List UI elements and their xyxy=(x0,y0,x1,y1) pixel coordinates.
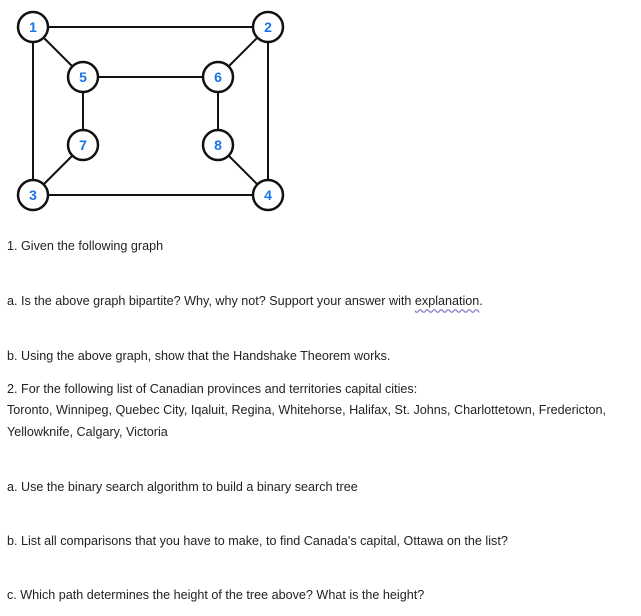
question-1a-end: . xyxy=(479,294,483,308)
node-6 xyxy=(203,62,233,92)
node-7 xyxy=(68,130,98,160)
question-2c: c. Which path determines the height of the tree above? What is the height? xyxy=(7,588,425,602)
question-1a-text: a. Is the above graph bipartite? Why, why not? Support your answer with xyxy=(7,294,415,308)
node-5 xyxy=(68,62,98,92)
question-2b: b. List all comparisons that you have to make, to find Canada's capital, Ottawa on the list? xyxy=(7,534,508,548)
node-label-3: 3 xyxy=(29,187,37,203)
node-8 xyxy=(203,130,233,160)
node-2 xyxy=(253,12,283,42)
node-label-4: 4 xyxy=(264,187,272,203)
city-list-line-1: Toronto, Winnipeg, Quebec City, Iqaluit, Regina, Whitehorse, Halifax, St. Johns, Charlottetown, Fredericton, xyxy=(7,403,606,417)
node-label-2: 2 xyxy=(264,19,272,35)
node-3 xyxy=(18,180,48,210)
graph-diagram xyxy=(0,0,641,215)
node-label-5: 5 xyxy=(79,69,87,85)
question-1: 1. Given the following graph xyxy=(7,239,164,253)
question-2: 2. For the following list of Canadian provinces and territories capital cities: xyxy=(7,382,418,396)
node-label-7: 7 xyxy=(79,137,87,153)
question-2a: a. Use the binary search algorithm to build a binary search tree xyxy=(7,480,358,494)
spellcheck-word: explanation xyxy=(414,294,480,308)
question-1a xyxy=(7,293,483,309)
city-list-line-2: Yellowknife, Calgary, Victoria xyxy=(7,425,168,439)
node-label-8: 8 xyxy=(214,137,222,153)
node-label-1: 1 xyxy=(29,19,37,35)
node-label-6: 6 xyxy=(214,69,222,85)
question-1b: b. Using the above graph, show that the Handshake Theorem works. xyxy=(7,349,391,363)
graph-edges xyxy=(33,27,268,195)
node-4 xyxy=(253,180,283,210)
node-1 xyxy=(18,12,48,42)
graph-nodes xyxy=(18,12,283,210)
